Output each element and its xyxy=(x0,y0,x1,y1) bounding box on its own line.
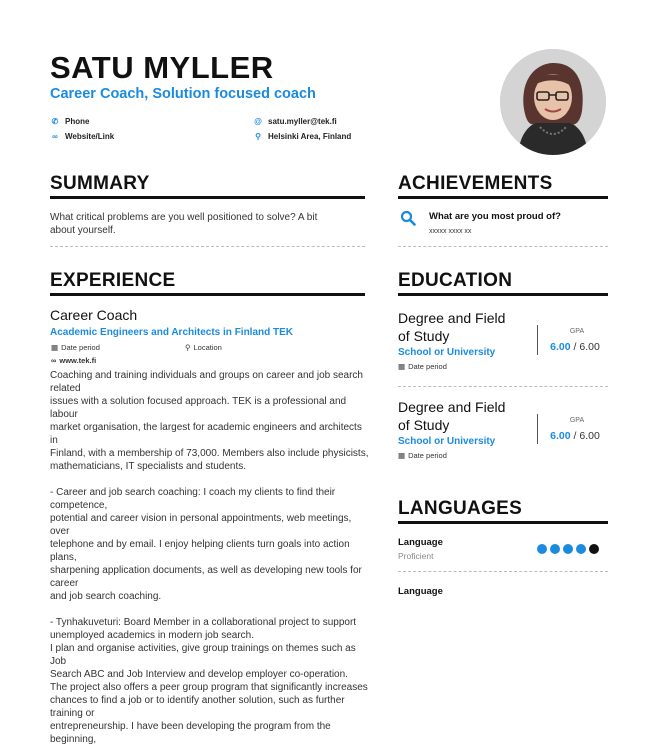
avatar xyxy=(500,49,606,155)
achievements-divider xyxy=(398,246,608,247)
school-name: School or University xyxy=(398,436,496,447)
education-divider xyxy=(398,386,608,387)
gpa-label: GPA xyxy=(569,328,585,335)
experience-date-label: Date period xyxy=(61,343,100,352)
candidate-title: Career Coach, Solution focused coach xyxy=(50,86,316,102)
description-line: Search ABC and Job Interview and develop employer co-operation. xyxy=(50,669,348,680)
experience-link[interactable] xyxy=(51,356,96,365)
language-name: Language xyxy=(398,537,443,548)
education-date xyxy=(398,362,505,371)
summary-divider xyxy=(50,246,365,247)
gpa-max: / 6.00 xyxy=(573,430,600,442)
description-line: mathematicians, IT specialists and students. xyxy=(50,461,247,472)
education-rule xyxy=(398,293,608,296)
link-icon: ∞ xyxy=(52,132,58,141)
portrait-image xyxy=(500,49,606,155)
description-line xyxy=(50,473,370,486)
gpa-label: GPA xyxy=(569,417,585,424)
website-label[interactable]: Website/Link xyxy=(65,132,115,141)
description-line: telephone and by email. I enjoy helping clients turn goals into action plans, xyxy=(50,539,350,563)
description-line: Coaching and training individuals and groups on career and job search related xyxy=(50,370,363,394)
at-icon: @ xyxy=(254,117,262,126)
calendar-icon: ▦ xyxy=(51,343,59,352)
experience-link-label[interactable]: www.tek.fi xyxy=(59,356,97,365)
contact-email[interactable] xyxy=(254,117,337,126)
contact-phone xyxy=(51,117,89,126)
description-line xyxy=(50,603,370,616)
description-line: market organisation, the largest for academic engineers and architects in xyxy=(50,422,362,446)
achievement-title: What are you most proud of? xyxy=(429,211,561,222)
description-line: chances to find a job or to identify another solution, such as further training or xyxy=(50,695,345,719)
school-name: School or University xyxy=(398,347,496,358)
rating-dot-filled xyxy=(563,544,573,554)
phone-label: Phone xyxy=(65,117,90,126)
education-item xyxy=(398,309,505,371)
description-line: Finland, with a membership of 73,000. Members also include physicists, xyxy=(50,448,369,459)
phone-icon: ✆ xyxy=(51,117,59,126)
education-date xyxy=(398,451,505,460)
rating-dot-filled xyxy=(550,544,560,554)
description-line: unemployed academics in modern job search. xyxy=(50,630,254,641)
experience-heading: EXPERIENCE xyxy=(50,270,176,291)
experience-role: Career Coach xyxy=(50,307,138,323)
location-pin-icon: ⚲ xyxy=(185,343,191,352)
experience-date xyxy=(51,343,100,352)
education-date-label: Date period xyxy=(408,451,447,460)
degree-line: Degree and Field xyxy=(398,310,506,326)
calendar-icon: ▦ xyxy=(398,362,406,371)
description-line: The project also offers a peer group program that significantly increases xyxy=(50,682,368,693)
gpa-value xyxy=(545,430,605,442)
rating-dot-filled xyxy=(576,544,586,554)
experience-org: Academic Engineers and Architects in Finland TEK xyxy=(50,327,294,338)
description-line: - Career and job search coaching: I coach my clients to find their competence, xyxy=(50,487,336,511)
languages-divider xyxy=(398,571,608,572)
search-icon xyxy=(400,210,416,231)
candidate-name: SATU MYLLER xyxy=(50,50,274,85)
gpa-score: 6.00 xyxy=(550,430,571,442)
gpa-value xyxy=(545,341,605,353)
languages-rule xyxy=(398,521,608,524)
languages-heading: LANGUAGES xyxy=(398,498,523,519)
achievements-heading: ACHIEVEMENTS xyxy=(398,173,553,194)
description-line: entrepreneurship. I have been developing the program from the beginning, xyxy=(50,721,331,745)
summary-rule xyxy=(50,196,365,199)
rating-dot-filled xyxy=(537,544,547,554)
location-pin-icon: ⚲ xyxy=(255,132,261,141)
education-item xyxy=(398,398,505,460)
summary-heading: SUMMARY xyxy=(50,173,150,194)
rating-dot-empty xyxy=(589,544,599,554)
experience-location-label: Location xyxy=(193,343,222,352)
gpa-score: 6.00 xyxy=(550,341,571,353)
gpa-max: / 6.00 xyxy=(573,341,600,353)
calendar-icon: ▦ xyxy=(398,451,406,460)
description-line: I plan and organise activities, give group trainings on themes such as Job xyxy=(50,643,356,667)
degree-line: of Study xyxy=(398,417,450,433)
experience-rule xyxy=(50,293,365,296)
contact-location xyxy=(254,132,351,141)
degree-line: Degree and Field xyxy=(398,399,506,415)
summary-text-line-2: about yourself. xyxy=(50,225,116,236)
summary-text-line-1: What critical problems are you well positioned to solve? A bit xyxy=(50,212,318,223)
gpa-divider xyxy=(537,414,538,444)
link-icon: ∞ xyxy=(51,356,57,365)
experience-description xyxy=(50,369,370,746)
language-name: Language xyxy=(398,586,443,597)
degree-line: of Study xyxy=(398,328,450,344)
description-line: - Tynhakuveturi: Board Member in a collaborational project to support xyxy=(50,617,357,628)
description-line: issues with a solution focused approach. TEK is a professional and labour xyxy=(50,396,347,420)
education-date-label: Date period xyxy=(408,362,447,371)
description-line: and job search coaching. xyxy=(50,591,162,602)
email-label[interactable]: satu.myller@tek.fi xyxy=(268,117,337,126)
contact-website[interactable] xyxy=(51,132,114,141)
language-level: Proficient xyxy=(398,551,434,561)
location-label: Helsinki Area, Finland xyxy=(268,132,352,141)
gpa-divider xyxy=(537,325,538,355)
language-rating xyxy=(537,544,599,554)
description-line: sharpening application documents, as well as developing new tools for career xyxy=(50,565,362,589)
achievement-detail: xxxxx xxxx xx xyxy=(429,228,472,235)
achievements-rule xyxy=(398,196,608,199)
experience-location xyxy=(185,343,222,352)
education-heading: EDUCATION xyxy=(398,270,513,291)
description-line: potential and career vision in personal appointments, web meetings, over xyxy=(50,513,352,537)
